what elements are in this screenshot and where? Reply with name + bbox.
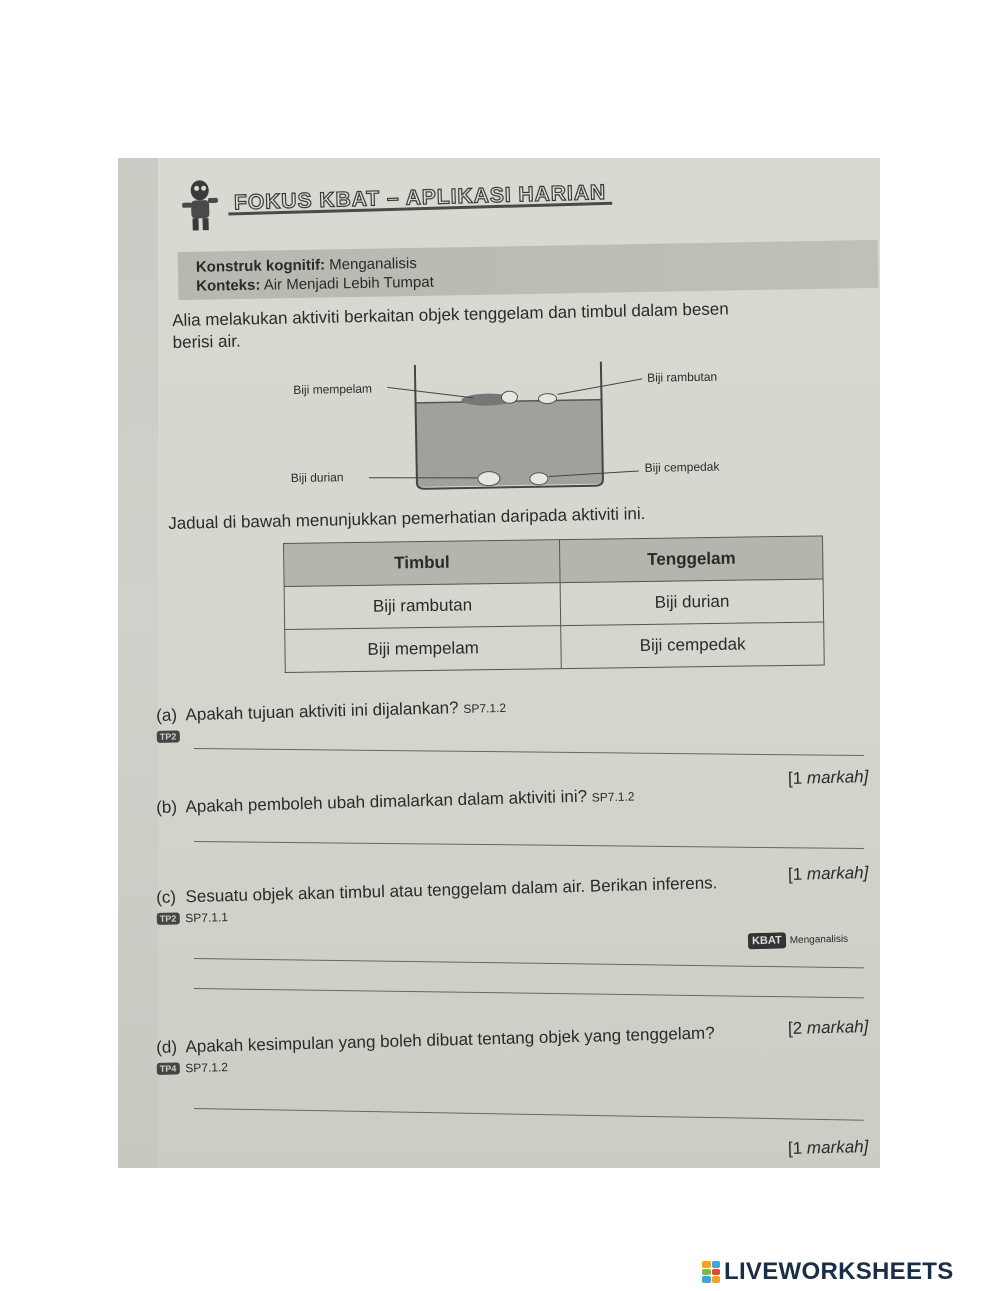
table-header: Tenggelam	[560, 536, 823, 583]
question-c: (c) Sesuatu objek akan timbul atau tenggelam dalam air. Berikan inferens. TP2 SP7.1.1	[156, 873, 718, 926]
context: Konteks: Air Menjadi Lebih Tumpat	[196, 273, 434, 295]
intro-text: Alia melakukan aktiviti berkaitan objek tenggelam dan timbul dalam besen berisi air.	[172, 299, 729, 352]
answer-line-d[interactable]	[194, 1108, 864, 1121]
table-row	[284, 579, 824, 630]
marks-c: [2 markah]	[787, 1016, 869, 1039]
table-cell: Biji durian	[560, 579, 823, 626]
tp-badge: TP2	[157, 730, 180, 743]
cognitive-construct: Konstruk kognitif: Menganalisis	[195, 254, 417, 276]
mascot-icon	[175, 176, 223, 233]
section-banner	[175, 161, 676, 235]
tp-badge: TP4	[157, 1062, 180, 1075]
table-cell: Biji mempelam	[285, 626, 562, 673]
table-intro: Jadual di bawah menunjukkan pemerhatian daripada aktiviti ini.	[168, 504, 646, 533]
kbat-badge: KBAT Menganalisis	[748, 933, 848, 948]
marks-b: [1 markah]	[787, 862, 869, 885]
question-d: (d) Apakah kesimpulan yang boleh dibuat tentang objek yang tenggelam? TP4 SP7.1.2	[156, 1023, 715, 1076]
answer-line-c2[interactable]	[194, 988, 864, 998]
table-header-row	[284, 536, 824, 587]
durian-seed-icon	[478, 471, 500, 485]
question-a: (a) Apakah tujuan aktiviti ini dijalankan? SP7.1.2 TP2	[156, 698, 507, 742]
logo-grid-icon	[702, 1261, 720, 1283]
table-cell: Biji rambutan	[284, 583, 561, 630]
cempedak-seed-icon	[530, 473, 548, 485]
table-header: Timbul	[284, 540, 561, 587]
tp-badge: TP2	[157, 912, 180, 925]
answer-line-a[interactable]	[194, 748, 864, 756]
question-b: (b) Apakah pemboleh ubah dimalarkan dalam aktiviti ini? SP7.1.2	[156, 786, 635, 817]
construct-box	[178, 240, 879, 300]
label-mango: Biji mempelam	[293, 381, 373, 398]
banner-title: FOKUS KBAT – APLIKASI HARIAN	[228, 177, 613, 220]
basin-diagram	[287, 359, 759, 497]
marks-a: [1 markah]	[787, 766, 869, 789]
worksheet-page	[158, 158, 880, 1168]
observation-table	[283, 535, 825, 673]
answer-line-b[interactable]	[194, 841, 864, 849]
label-durian: Biji durian	[290, 470, 344, 486]
answer-line-c1[interactable]	[194, 958, 864, 968]
table-row	[285, 622, 825, 673]
liveworksheets-logo[interactable]	[702, 1257, 954, 1287]
label-rambutan: Biji rambutan	[647, 369, 718, 385]
worksheet-photo	[118, 158, 880, 1168]
table-cell: Biji cempedak	[561, 622, 824, 669]
label-cempedak: Biji cempedak	[644, 459, 720, 475]
marks-d: [1 markah]	[787, 1136, 869, 1159]
brand-name: LIVEWORKSHEETS	[724, 1258, 954, 1285]
rambutan-seed-icon	[538, 393, 556, 403]
